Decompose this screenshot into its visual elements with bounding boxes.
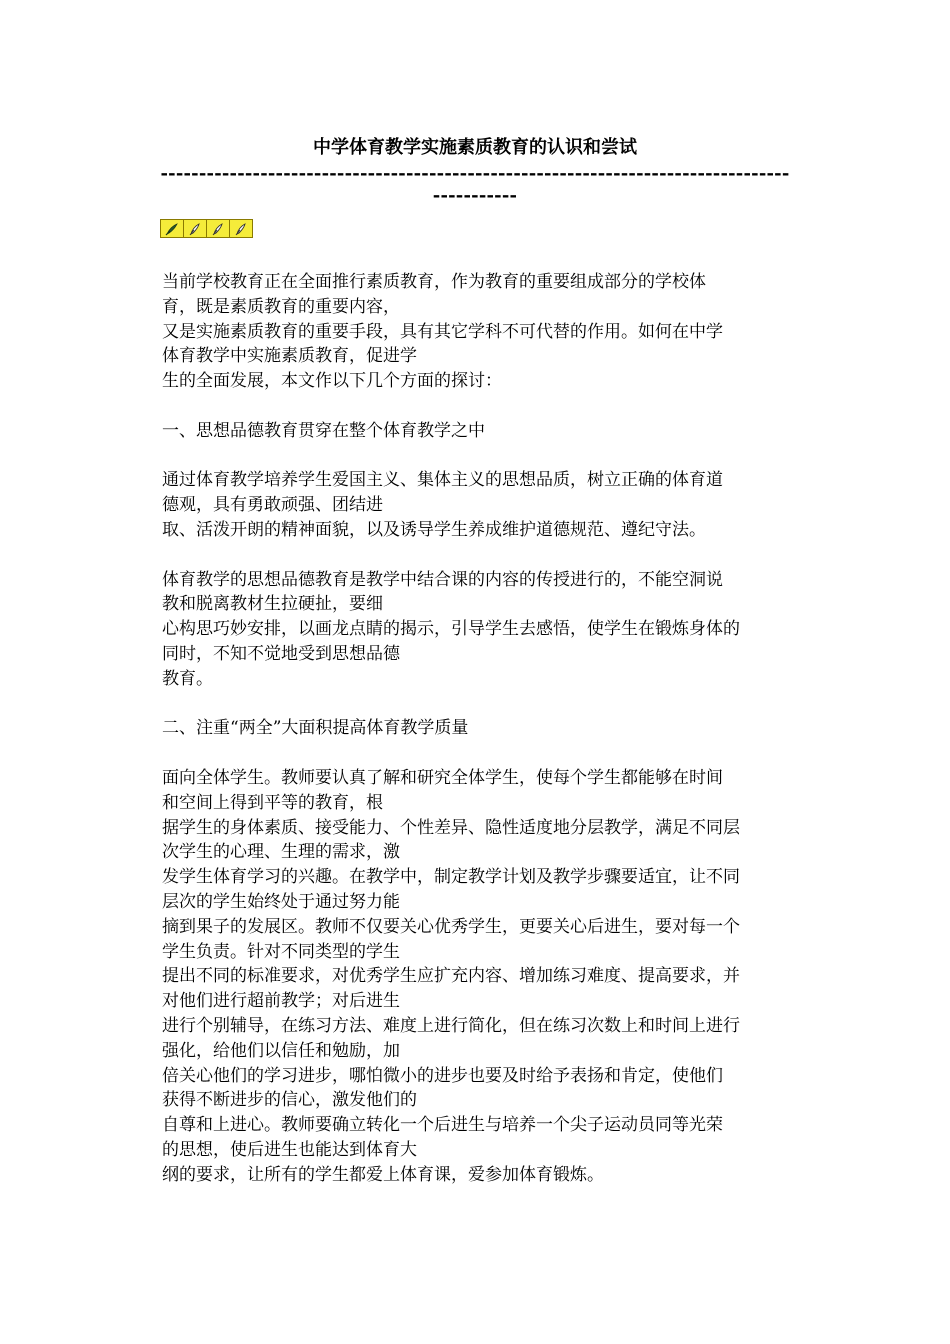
paragraph-spacer [162, 741, 792, 766]
rating-icon-bar [160, 219, 253, 238]
feather-icon [184, 220, 207, 237]
paragraph-spacer [162, 444, 792, 469]
section-heading: 一、思想品德教育贯穿在整个体育教学之中 [162, 420, 485, 441]
paragraph-spacer [162, 692, 792, 717]
section-heading: 二、注重“两全”大面积提高体育教学质量 [162, 718, 469, 739]
body-paragraph: 面向全体学生。教师要认真了解和研究全体学生，使每个学生都能够在时间 和空间上得到平等的教育，根 据学生的身体素质、接受能力、个性差异、隐性适度地分层教学，满足不同层 次学生的心理、生理的需求，激 发学生体育学习的兴趣。在教学中，制定教学计划及教学步骤要适宜，让不同 层次的学生始终处于通过努力能 摘到果子的发展区。教师不仅要关心优秀学生，更要关心后进生，要对每一个 学生负责。针对不同类型的学生 提出不同的标准要求，对优秀学生应扩充内容、增加练习难度、提高要求，并 对他们进行超前教学；对后进生 进行个别辅导，在练习方法、难度上进行简化，但在练习次数上和时间上进行 强化，给他们以信任和勉励，加 倍关心他们的学习进步，哪怕微小的进步也要及时给予表扬和肯定，使他们 获得不断进步的信心，激发他们的 自尊和上进心。教师要确立转化一个后进生与培养一个尖子运动员同等光荣 的思想，使后进生也能达到体育大 纲的要求，让所有的学生都爱上体育课，爱参加体育锻炼。 [162, 767, 740, 1185]
feather-icon [230, 220, 252, 237]
body-paragraph: 当前学校教育正在全面推行素质教育，作为教育的重要组成部分的学校体 育，既是素质教育的重要内容， 又是实施素质教育的重要手段，具有其它学科不可代替的作用。如何在中学 体育教学中实施素质教育，促进学 生的全面发展，本文作以下几个方面的探讨： [162, 272, 723, 392]
article-body [162, 270, 792, 1187]
quill-icon [161, 220, 184, 237]
body-paragraph: 通过体育教学培养学生爱国主义、集体主义的思想品质，树立正确的体育道 德观，具有勇敢顽强、团结进 取、活泼开朗的精神面貌，以及诱导学生养成维护道德规范、遵纪守法。 [162, 470, 723, 540]
paragraph-spacer [162, 543, 792, 568]
document-title: 中学体育教学实施素质教育的认识和尝试 [313, 137, 637, 158]
paragraph-spacer [162, 394, 792, 419]
dashed-divider: --------------------------------------------------------------------------------------------- [160, 163, 790, 206]
body-paragraph: 体育教学的思想品德教育是教学中结合课的内容的传授进行的，不能空洞说 教和脱离教材生拉硬扯，要细 心构思巧妙安排，以画龙点睛的揭示，引导学生去感悟，使学生在锻炼身体的 同时，不知不觉地受到思想品德 教育。 [162, 569, 740, 689]
feather-icon [207, 220, 230, 237]
